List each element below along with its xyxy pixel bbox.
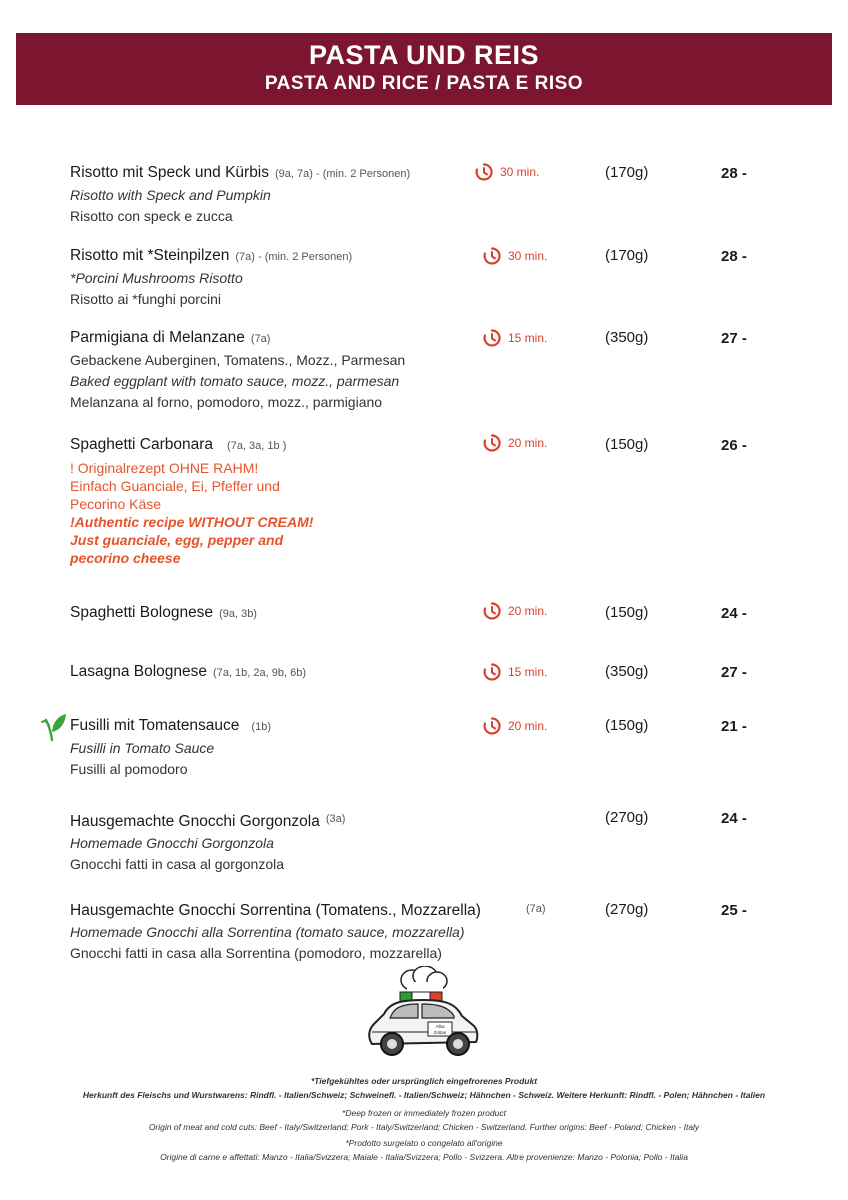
- clock-icon: [482, 662, 502, 682]
- menu-item: [70, 715, 770, 780]
- item-italian: Melanzana al forno, pomodoro, mozz., parmigiano: [70, 394, 383, 410]
- item-name: Hausgemachte Gnocchi Sorrentina (Tomatens., Mozzarella): [70, 902, 481, 919]
- prep-time: 30 min.: [474, 162, 539, 182]
- footer-de-frozen: *Tiefgekühltes oder ursprünglich eingefrorenes Produkt: [310, 1076, 538, 1086]
- item-weight: (270g): [605, 901, 649, 918]
- menu-item: [70, 434, 770, 567]
- item-price: 27 -: [721, 664, 747, 681]
- item-price: 28 -: [721, 165, 747, 182]
- allergen-code: (3a): [325, 813, 346, 825]
- clock-icon: [482, 328, 502, 348]
- item-english: Homemade Gnocchi alla Sorrentina (tomato sauce, mozzarella): [70, 924, 465, 940]
- clock-icon: [482, 601, 502, 621]
- item-italian: Risotto ai *funghi porcini: [70, 291, 221, 307]
- footer-de-origin: Herkunft des Fleischs und Wurstwarens: Rindfl. - Italien/Schweiz; Schweinefl. - Italien/Schweiz; Hähnchen - Schweiz. Weitere Herkunft: Rindfl. - Polen; Hähnchen - Italien: [82, 1090, 766, 1100]
- allergen-code: (7a) - (min. 2 Personen): [235, 251, 353, 263]
- item-weight: (270g): [605, 809, 649, 826]
- item-english: Fusilli in Tomato Sauce: [70, 740, 215, 756]
- item-italian: Gnocchi fatti in casa alla Sorrentina (pomodoro, mozzarella): [70, 945, 442, 961]
- menu-item: [70, 245, 770, 310]
- clock-icon: [482, 433, 502, 453]
- item-name: Hausgemachte Gnocchi Gorgonzola: [70, 813, 320, 830]
- item-name: Lasagna Bolognese: [70, 663, 208, 680]
- item-weight: (350g): [605, 329, 649, 346]
- chef-car-logo: [362, 966, 488, 1064]
- item-italian: Gnocchi fatti in casa al gorgonzola: [70, 856, 285, 872]
- item-price: 25 -: [721, 902, 747, 919]
- plate-text: Alba: [435, 1024, 445, 1029]
- item-weight: (350g): [605, 663, 649, 680]
- item-price: 28 -: [721, 248, 747, 265]
- menu-item: [70, 661, 770, 684]
- item-name: Spaghetti Bolognese: [70, 604, 214, 621]
- svg-text:Zoltan: Zoltan: [433, 1030, 447, 1035]
- item-weight: (150g): [605, 717, 649, 734]
- item-english: Risotto with Speck and Pumpkin: [70, 187, 271, 203]
- prep-time: 20 min.: [482, 716, 547, 736]
- prep-time: 20 min.: [482, 433, 547, 453]
- footer-en-origin: Origin of meat and cold cuts: Beef - Italy/Switzerland; Pork - Italy/Switzerland; Chicken - Switzerland. Further origins: Beef - Poland; Chicken - Italy: [148, 1122, 700, 1132]
- item-weight: (150g): [605, 604, 649, 621]
- item-price: 24 -: [721, 810, 747, 827]
- item-notes-german: ! Originalrezept OHNE RAHM! Einfach Guanciale, Ei, Pfeffer und Pecorino Käse: [70, 460, 280, 512]
- item-italian: Fusilli al pomodoro: [70, 761, 188, 777]
- allergen-code: (9a, 3b): [219, 608, 257, 620]
- item-italian: Risotto con speck e zucca: [70, 208, 233, 224]
- item-name: Spaghetti Carbonara: [70, 436, 214, 453]
- footer-en-frozen: *Deep frozen or immediately frozen product: [342, 1108, 506, 1118]
- prep-time: 20 min.: [482, 601, 547, 621]
- allergen-code: (1b): [251, 721, 271, 733]
- allergen-code: (7a, 1b, 2a, 9b, 6b): [213, 667, 306, 679]
- item-price: 21 -: [721, 718, 747, 735]
- footer-it-origin: Origine di carne e affettati: Manzo - Italia/Svizzera; Maiale - Italia/Svizzera; Pollo - Svizzera. Altre provenienze: Manzo - Polonia; Pollo - Italia: [160, 1152, 688, 1162]
- item-english: *Porcini Mushrooms Risotto: [70, 270, 243, 286]
- item-weight: (150g): [605, 436, 649, 453]
- footer-it-frozen: *Prodotto surgelato o congelato all'origine: [345, 1138, 503, 1148]
- allergen-code: (7a): [526, 903, 546, 915]
- clock-icon: [474, 162, 494, 182]
- prep-time: 30 min.: [482, 246, 547, 266]
- menu-item: [70, 602, 770, 625]
- allergen-code: (7a, 3a, 1b ): [227, 440, 287, 452]
- menu-item: [70, 162, 770, 227]
- prep-time: 15 min.: [482, 328, 547, 348]
- allergen-code: (7a): [250, 333, 271, 345]
- header-banner: [16, 33, 832, 105]
- prep-time: 15 min.: [482, 662, 547, 682]
- item-name: Risotto mit *Steinpilzen: [70, 247, 230, 264]
- menu-item: [70, 808, 770, 875]
- item-weight: (170g): [605, 164, 649, 181]
- item-english: Baked eggplant with tomato sauce, mozz., parmesan: [70, 373, 400, 389]
- item-name: Parmigiana di Melanzane: [70, 329, 245, 346]
- item-name: Fusilli mit Tomatensauce: [70, 717, 240, 734]
- item-weight: (170g): [605, 247, 649, 264]
- item-name: Risotto mit Speck und Kürbis: [70, 164, 270, 181]
- menu-item: [70, 327, 770, 413]
- leaf-icon: [40, 712, 68, 742]
- item-german: Gebackene Auberginen, Tomatens., Mozz., Parmesan: [70, 352, 406, 368]
- item-price: 26 -: [721, 437, 747, 454]
- item-price: 24 -: [721, 605, 747, 622]
- item-price: 27 -: [721, 330, 747, 347]
- page-title: PASTA UND REIS: [308, 40, 539, 70]
- allergen-code: (9a, 7a) - (min. 2 Personen): [275, 168, 411, 180]
- clock-icon: [482, 246, 502, 266]
- page-subtitle: PASTA AND RICE / PASTA E RISO: [264, 73, 584, 94]
- item-notes-english: !Authentic recipe WITHOUT CREAM! Just guanciale, egg, pepper and pecorino cheese: [70, 514, 314, 566]
- item-english: Homemade Gnocchi Gorgonzola: [70, 835, 274, 851]
- clock-icon: [482, 716, 502, 736]
- menu-item: [70, 900, 770, 964]
